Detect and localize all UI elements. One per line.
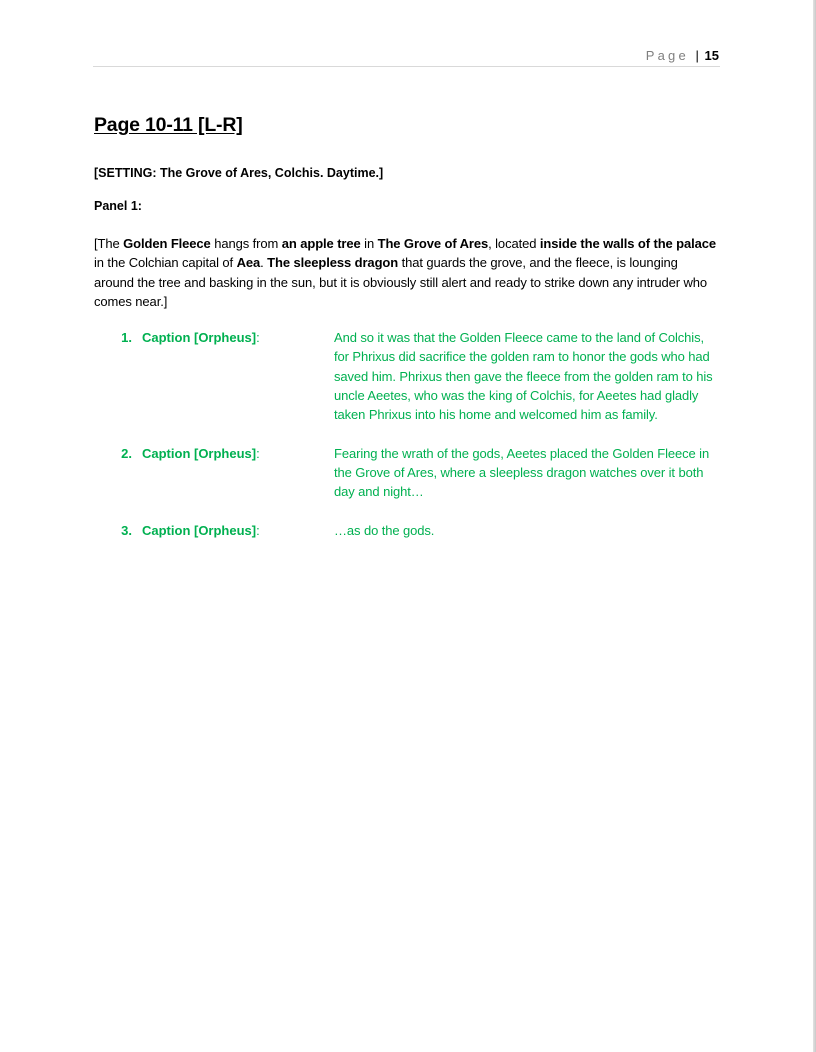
- document-body: [94, 114, 720, 559]
- description-segment: [The: [94, 236, 124, 251]
- caption-colon: :: [256, 522, 260, 538]
- description-segment-bold: an apple tree: [281, 236, 361, 251]
- description-segment: in the Colchian capital of: [94, 255, 237, 271]
- caption-list: [94, 328, 720, 540]
- caption-text: And so it was that the Golden Fleece came to the land of Colchis, for Phrixus did sacrifice the golden ram to honor the gods who had saved him. Phrixus then gave the fleece from the golden ram to his uncle Aeetes, who was the king of Colchis, for Aeetes had gladly taken Phrixus into his home and welcomed him as family.: [334, 330, 713, 423]
- caption-text: …as do the gods.: [334, 522, 435, 538]
- caption-text: Fearing the wrath of the gods, Aeetes placed the Golden Fleece in the Grove of Ares, where a sleepless dragon watches over it both day and night…: [334, 445, 710, 500]
- description-segment-bold: Golden Fleece: [123, 236, 211, 251]
- caption-colon: :: [256, 445, 260, 461]
- caption-item: [94, 328, 720, 424]
- description-segment-bold: The Grove of Ares: [377, 236, 489, 251]
- header-page-word: Page: [645, 48, 689, 63]
- description-segment-bold: Aea: [236, 255, 261, 271]
- caption-speaker: [142, 328, 260, 347]
- header-page-number: 15: [704, 48, 719, 63]
- caption-speaker-label: Caption [Orpheus]: [142, 522, 257, 538]
- description-segment: .: [260, 255, 268, 271]
- caption-speaker-label: Caption [Orpheus]: [142, 330, 257, 346]
- caption-item: [94, 444, 720, 502]
- panel-title: Panel 1:: [94, 199, 142, 213]
- description-segment: hangs from: [210, 236, 282, 251]
- caption-number: 2.: [121, 445, 132, 461]
- description-segment-bold: The sleepless dragon: [267, 255, 399, 271]
- page-title: Page 10-11 [L-R]: [94, 114, 243, 136]
- description-segment: in: [360, 236, 378, 251]
- header-rule: [93, 66, 720, 67]
- header-separator: |: [695, 48, 699, 63]
- setting-line: [SETTING: The Grove of Ares, Colchis. Daytime.]: [94, 166, 384, 180]
- panel-description: [94, 234, 720, 311]
- description-segment-bold: inside the walls of the palace: [539, 236, 717, 251]
- page-header: [93, 48, 719, 63]
- caption-number: 1.: [121, 330, 132, 346]
- caption-colon: :: [256, 330, 260, 346]
- caption-speaker-label: Caption [Orpheus]: [142, 445, 257, 461]
- caption-item: [94, 521, 720, 540]
- caption-speaker: [142, 444, 260, 463]
- caption-speaker: [142, 521, 260, 540]
- caption-number: 3.: [121, 522, 132, 538]
- description-segment: that guards the grove, and the fleece, is lounging around the tree and basking in the sun, but it is obviously still alert and ready to strike down any intruder who comes near.]: [94, 255, 708, 309]
- description-segment: , located: [488, 236, 540, 251]
